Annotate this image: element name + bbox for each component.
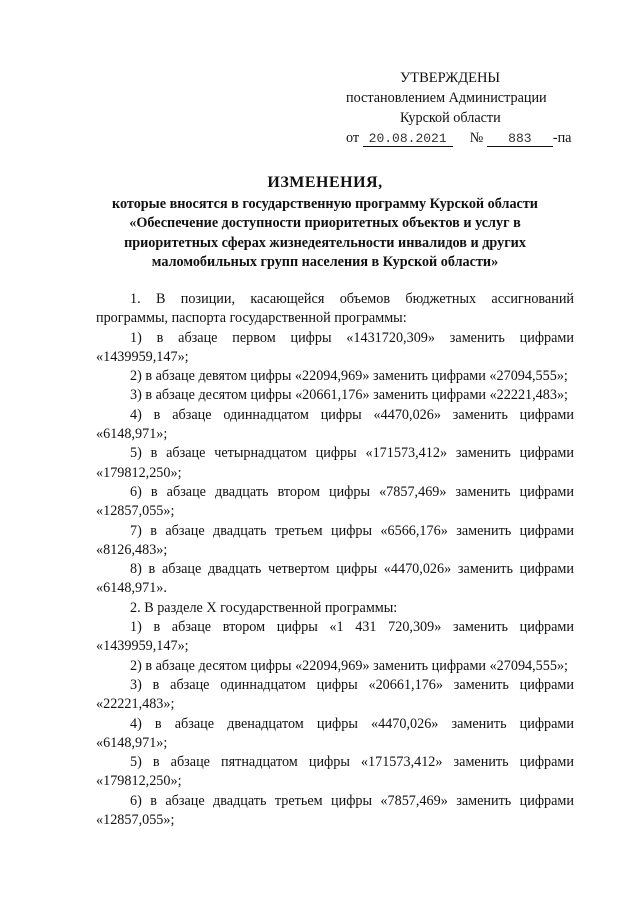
approval-date-line	[346, 128, 586, 148]
title-line: приоритетных сферах жизнедеятельности инвалидов и других	[124, 234, 526, 251]
paragraph: 4) в абзаце двенадцатом цифры «4470,026» заменить цифрами «6148,971»;	[96, 715, 574, 751]
paragraph: 2) в абзаце десятом цифры «22094,969» заменить цифрами «27094,555»;	[130, 657, 568, 674]
paragraph: 5) в абзаце четырнадцатом цифры «171573,412» заменить цифрами «179812,250»;	[96, 445, 574, 481]
paragraph: 1) в абзаце первом цифры «1431720,309» заменить цифрами «1439959,147»;	[96, 329, 574, 365]
title-line: маломобильных групп населения в Курской области»	[151, 254, 499, 270]
paragraph: 8) в абзаце двадцать четвертом цифры «4470,026» заменить цифрами «6148,971».	[96, 561, 574, 597]
paragraph: 7) в абзаце двадцать третьем цифры «6566,176» заменить цифрами «8126,483»;	[96, 522, 574, 558]
paragraph: 1) в абзаце втором цифры «1 431 720,309» заменить цифрами «1439959,147»;	[96, 619, 574, 655]
title-line: «Обеспечение доступности приоритетных объектов и услуг в	[129, 215, 521, 231]
document-title	[60, 173, 590, 273]
date-prefix: от	[346, 130, 360, 146]
title-line: которые вносятся в государственную программу Курской области	[112, 195, 538, 212]
paragraph: 2. В разделе X государственной программы:	[130, 599, 398, 616]
paragraph: 2) в абзаце девятом цифры «22094,969» заменить цифрами «27094,555»;	[130, 368, 568, 385]
paragraph: 5) в абзаце пятнадцатом цифры «171573,412» заменить цифрами «179812,250»;	[96, 754, 574, 790]
number-suffix: -па	[552, 130, 572, 146]
approval-date: 20.08.2021	[363, 131, 453, 147]
paragraph: 3) в абзаце десятом цифры «20661,176» заменить цифрами «22221,483»;	[130, 387, 568, 404]
approval-block	[346, 68, 586, 148]
paragraph: 6) в абзаце двадцать третьем цифры «7857,469» заменить цифрами «12857,055»;	[96, 792, 574, 829]
approval-region: Курской области	[400, 110, 501, 126]
approval-issuer: постановлением Администрации	[346, 90, 547, 106]
paragraph: 3) в абзаце одиннадцатом цифры «20661,176» заменить цифрами «22221,483»;	[96, 676, 574, 713]
approval-number: 883	[487, 131, 553, 147]
document-body	[96, 290, 574, 830]
title-heading: ИЗМЕНЕНИЯ,	[267, 174, 383, 191]
paragraph: 6) в абзаце двадцать втором цифры «7857,469» заменить цифрами «12857,055»;	[96, 483, 574, 520]
paragraph: 4) в абзаце одиннадцатом цифры «4470,026» заменить цифрами «6148,971»;	[96, 406, 574, 443]
approval-heading: УТВЕРЖДЕНЫ	[400, 70, 501, 86]
number-sign: №	[469, 130, 484, 146]
paragraph: 1. В позиции, касающейся объемов бюджетных ассигнований программы, паспорта государственной программы:	[96, 291, 574, 327]
